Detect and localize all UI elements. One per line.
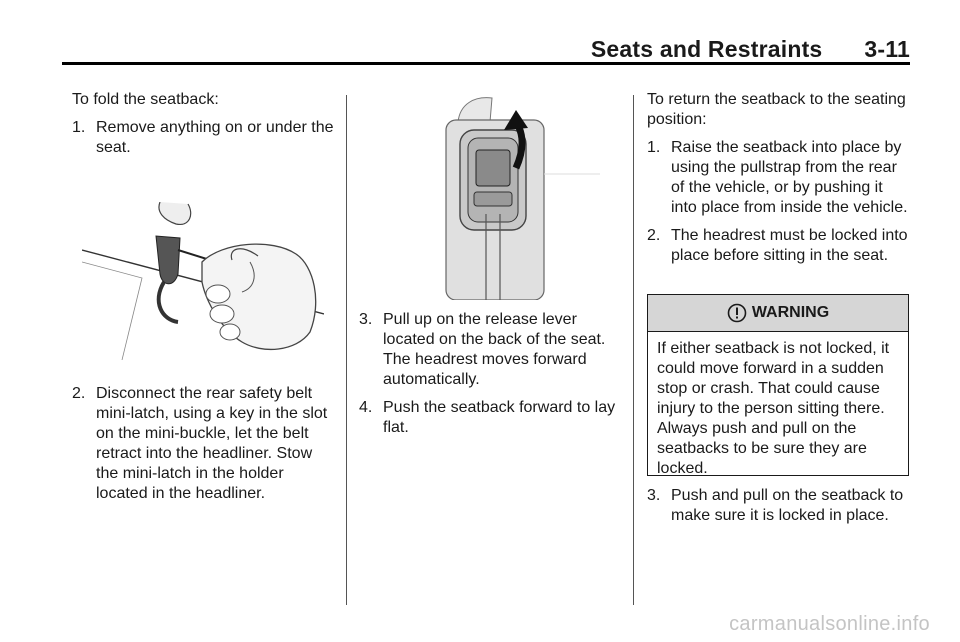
- step-number: 1.: [72, 119, 86, 136]
- step-text: Pull up on the release lever located on the back of the seat. The headrest moves forward automatically.: [383, 311, 606, 388]
- return-intro: To return the seatback to the seating position:: [647, 91, 906, 128]
- fold-step-2: [72, 384, 334, 504]
- page-header: [591, 36, 910, 63]
- fold-step-3: [359, 310, 621, 390]
- warning-title: WARNING: [751, 304, 830, 321]
- step-text: The headrest must be locked into place before sitting in the seat.: [671, 227, 908, 264]
- fold-step-1: [72, 118, 334, 158]
- step-number: 2.: [72, 385, 86, 402]
- fold-step-4: [359, 398, 621, 438]
- section-title: Seats and Restraints: [590, 36, 823, 62]
- column-1: [72, 90, 334, 166]
- step-text: Raise the seatback into place by using the pullstrap from the rear of the vehicle, or by pushing it into place from inside the vehicle.: [671, 139, 908, 216]
- step-text: Push and pull on the seatback to make sure it is locked in place.: [671, 487, 904, 524]
- watermark: carmanualsonline.info: [729, 613, 930, 635]
- release-lever-illustration: [444, 94, 600, 300]
- step-number: 3.: [647, 487, 661, 504]
- return-step-1: [647, 138, 911, 218]
- step-text: Disconnect the rear safety belt mini-latch, using a key in the slot on the mini-buckle, let the belt retract into the headliner. Stow the mini-latch in the holder located in the headliner.: [96, 385, 328, 502]
- step-number: 3.: [359, 311, 373, 328]
- column-divider-2: [633, 95, 634, 605]
- header-rule: [62, 62, 910, 65]
- column-divider-1: [346, 95, 347, 605]
- warning-text: If either seatback is not locked, it could move forward in a sudden stop or crash. That could cause injury to the person sitting there. Always push and pull on the seatbacks to be sure they are locked.: [657, 340, 890, 477]
- column-1-lower: [72, 384, 334, 512]
- mini-latch-illustration: [82, 202, 324, 360]
- fold-intro: To fold the seatback:: [72, 91, 219, 108]
- column-2: [359, 310, 621, 446]
- warning-icon: [727, 303, 747, 323]
- page-number: 3-11: [864, 36, 910, 62]
- return-step-2: [647, 226, 911, 266]
- step-number: 2.: [647, 227, 661, 244]
- warning-header: [648, 295, 908, 332]
- return-step-3: [647, 486, 911, 526]
- step-number: 4.: [359, 399, 373, 416]
- warning-box: [647, 294, 909, 476]
- step-text: Remove anything on or under the seat.: [96, 119, 334, 156]
- step-text: Push the seatback forward to lay flat.: [383, 399, 616, 436]
- column-3: [647, 90, 911, 274]
- step-number: 1.: [647, 139, 661, 156]
- column-3-lower: [647, 486, 911, 534]
